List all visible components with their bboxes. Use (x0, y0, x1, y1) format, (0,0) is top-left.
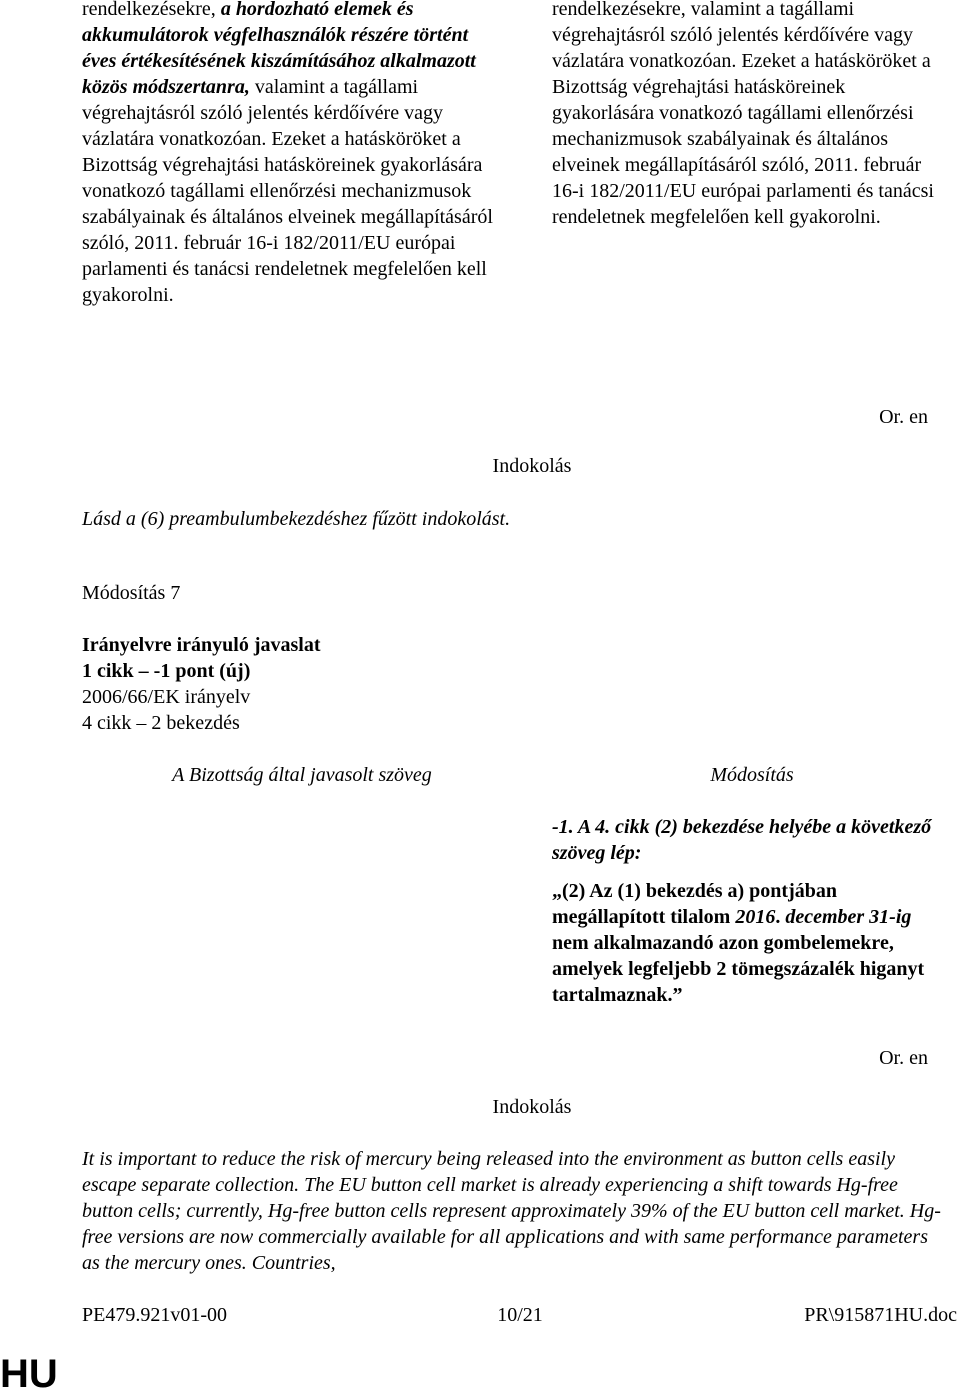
article-line: 1 cikk – -1 pont (új) (82, 660, 251, 682)
language-code: HU (0, 1352, 58, 1396)
commission-text (82, 0, 502, 308)
amendment-text-column (552, 0, 952, 230)
amended-paragraph-part: . (775, 906, 786, 928)
footer-doc-ref: PE479.921v01-00 (82, 1304, 227, 1326)
footer-file-ref: PR\915871HU.doc (804, 1304, 957, 1326)
justification-text: Lásd a (6) preambulumbekezdéshez fűzött indokolást. (82, 508, 511, 530)
commission-text-emphasis: a hordozható elemek és akkumulátorok végfelhasználók részére történt éves értékesítésének kiszámításához alkalmazott közös módszertanra, (82, 0, 476, 98)
original-language-label: Or. en (879, 406, 928, 428)
amendment-reference (82, 632, 942, 736)
footer-page-number: 10/21 (497, 1304, 543, 1326)
proposal-line: Irányelvre irányuló javaslat (82, 634, 321, 656)
amended-paragraph-year: 2016 (735, 906, 776, 928)
quote-close: ” (672, 984, 683, 1006)
commission-text-part: valamint a tagállami végrehajtásról szóló jelentés kérdőívére vagy vázlatára vonatkozóan. Ezeket a hatásköröket a Bizottság végrehajtási hatásköreinek gyakorlására vonatkozó tagállami ellenőrzési mechanizmusok szabályainak és általános elveinek megállapításáról szóló, 2011. február 16-i 182/2011/EU európai parlamenti és tanácsi rendeletnek megfelelően kell gyakorolni. (82, 76, 493, 306)
amendment-column-header: Módosítás (710, 764, 794, 786)
amendment-instruction: -1. A 4. cikk (2) bekezdése helyébe a következő szöveg lép: (552, 816, 932, 864)
justification-text-2: It is important to reduce the risk of mercury being released into the environment as button cells easily escape separate collection. The EU button cell market is already experiencing a shift towards Hg-free button cells; currently, Hg-free button cells represent approximately 39% of the EU button cell market. Hg-free versions are now commercially available for all applications and with same performance parameters as the mercury ones. Countries, (82, 1148, 941, 1274)
original-language-label-2: Or. en (879, 1047, 928, 1069)
amended-paragraph (552, 878, 952, 1008)
amended-paragraph-part: (2) Az (1) bekezdés a) pontjában megállapított tilalom (552, 880, 837, 928)
quote-open: „ (552, 880, 562, 902)
justification-heading: Indokolás (492, 455, 572, 477)
commission-column-header: A Bizottság által javasolt szöveg (172, 764, 432, 786)
amended-paragraph-date: december 31-ig (785, 906, 912, 928)
directive-line: 2006/66/EK irányelv (82, 686, 251, 708)
commission-text-part: rendelkezésekre, (82, 0, 221, 20)
amendment-title: Módosítás 7 (82, 582, 181, 604)
amended-paragraph-part: nem alkalmazandó azon gombelemekre, amelyek legfeljebb 2 tömegszázalék higanyt tartalmaznak. (552, 932, 925, 1006)
justification-heading-2: Indokolás (492, 1096, 572, 1118)
amendment-text: rendelkezésekre, valamint a tagállami végrehajtásról szóló jelentés kérdőívére vagy vázlatára vonatkozóan. Ezeket a hatásköröket a Bizottság végrehajtási hatásköreinek gyakorlására vonatkozó tagállami ellenőrzési mechanizmusok szabályainak és általános elveinek megállapításáról szóló, 2011. február 16-i 182/2011/EU európai parlamenti és tanácsi rendeletnek megfelelően kell gyakorolni. (552, 0, 934, 228)
paragraph-line: 4 cikk – 2 bekezdés (82, 712, 240, 734)
commission-text-column (82, 0, 502, 308)
